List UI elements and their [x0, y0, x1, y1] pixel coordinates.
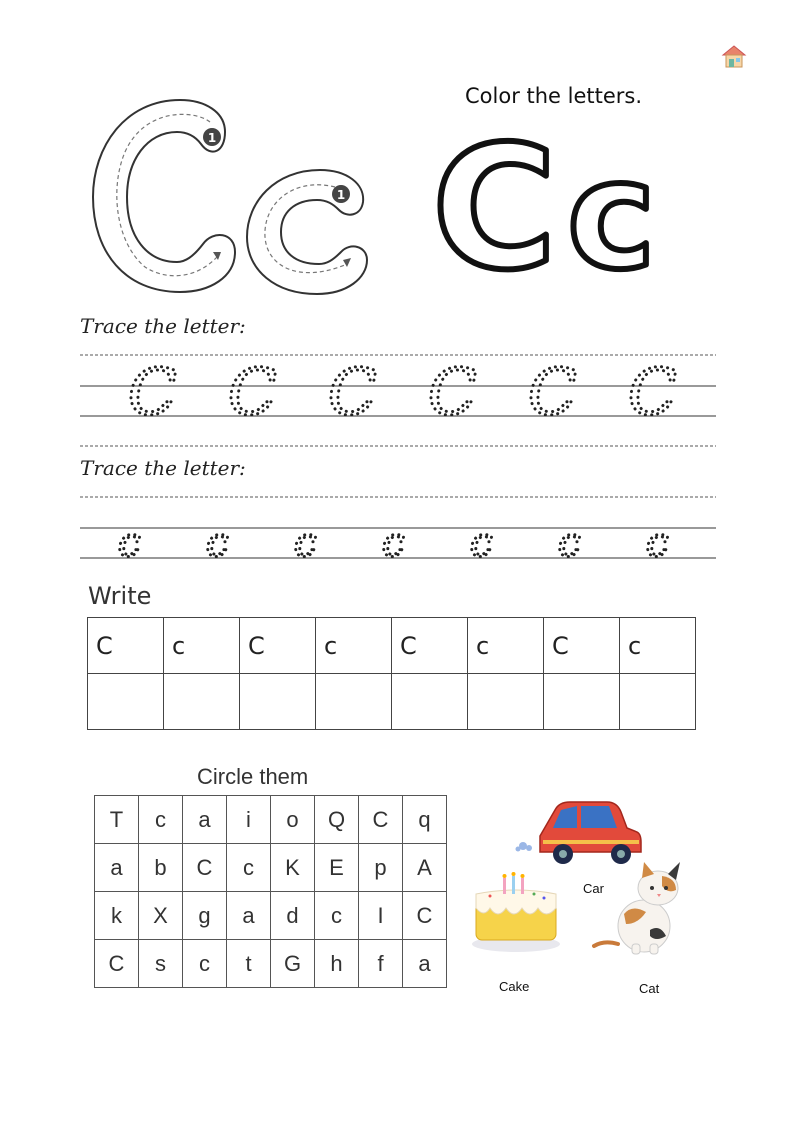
write-grid [87, 617, 696, 730]
letter-grid-cell[interactable]: C [183, 844, 227, 892]
write-blank-cell[interactable] [544, 674, 620, 730]
letter-grid-cell[interactable]: C [359, 796, 403, 844]
stroke-number-1: 1 [207, 131, 217, 145]
trace-lower-letter-1: c [206, 520, 229, 562]
letter-grid-row [95, 892, 447, 940]
write-cell: c [620, 618, 696, 674]
write-title: Write [88, 582, 152, 610]
letter-grid-cell[interactable]: A [403, 844, 447, 892]
letter-grid-row [95, 796, 447, 844]
write-row-blank [88, 674, 696, 730]
car-icon [515, 796, 645, 866]
letter-grid-cell[interactable]: q [403, 796, 447, 844]
trace-lower-letter-2: c [294, 520, 317, 562]
circle-letter-grid [94, 795, 447, 988]
letter-grid-cell[interactable]: c [183, 940, 227, 988]
write-cell: C [240, 618, 316, 674]
write-cell: C [544, 618, 620, 674]
write-cell: C [392, 618, 468, 674]
trace-lower-letter-5: c [558, 520, 581, 562]
letter-grid-cell[interactable]: b [139, 844, 183, 892]
big-outline-letters [85, 92, 385, 302]
trace-upper-letter-5: C [628, 356, 677, 430]
cake-icon [470, 872, 562, 954]
letter-grid-cell[interactable]: a [183, 796, 227, 844]
write-cell: c [468, 618, 544, 674]
write-row-example [88, 618, 696, 674]
trace-lower-letter-4: c [470, 520, 493, 562]
letter-grid-cell[interactable]: E [315, 844, 359, 892]
trace-upper-letter-1: C [228, 356, 277, 430]
letter-grid-cell[interactable]: T [95, 796, 139, 844]
trace-lower-letter-6: c [646, 520, 669, 562]
letter-grid-row [95, 844, 447, 892]
write-blank-cell[interactable] [392, 674, 468, 730]
letter-grid-cell[interactable]: d [271, 892, 315, 940]
letter-grid-cell[interactable]: s [139, 940, 183, 988]
letter-grid-cell[interactable]: a [227, 892, 271, 940]
circle-them-title: Circle them [197, 764, 309, 789]
trace-title-upper: Trace the letter: [80, 314, 246, 338]
letter-grid-cell[interactable]: C [95, 940, 139, 988]
cat-label: Cat [639, 981, 660, 996]
bubble-upper-c: C [432, 125, 557, 290]
trace-title-lower: Trace the letter: [80, 456, 246, 480]
write-blank-cell[interactable] [316, 674, 392, 730]
letter-grid-cell[interactable]: f [359, 940, 403, 988]
car-label: Car [583, 881, 604, 896]
write-cell: c [316, 618, 392, 674]
write-cell: C [88, 618, 164, 674]
letter-grid-cell[interactable]: c [315, 892, 359, 940]
house-icon [720, 42, 748, 70]
trace-upper-letter-2: C [328, 356, 377, 430]
write-cell: c [164, 618, 240, 674]
letter-grid-cell[interactable]: K [271, 844, 315, 892]
letter-grid-cell[interactable]: h [315, 940, 359, 988]
write-blank-cell[interactable] [468, 674, 544, 730]
trace-lower-letter-3: c [382, 520, 405, 562]
trace-upper-letter-0: C [128, 356, 177, 430]
letter-grid-cell[interactable]: o [271, 796, 315, 844]
trace-upper-letter-3: C [428, 356, 477, 430]
letter-grid-cell[interactable]: c [139, 796, 183, 844]
letter-grid-cell[interactable]: a [95, 844, 139, 892]
letter-grid-cell[interactable]: G [271, 940, 315, 988]
letter-grid-cell[interactable]: X [139, 892, 183, 940]
color-letters-title: Color the letters. [465, 84, 643, 108]
letter-grid-cell[interactable]: I [359, 892, 403, 940]
cake-label: Cake [499, 979, 530, 994]
letter-grid-cell[interactable]: C [403, 892, 447, 940]
letter-grid-cell[interactable]: k [95, 892, 139, 940]
color-bubble-letters [432, 125, 692, 290]
trace-upper-letter-4: C [528, 356, 577, 430]
bubble-lower-c: c [567, 129, 656, 290]
write-blank-cell[interactable] [620, 674, 696, 730]
letter-grid-cell[interactable]: c [227, 844, 271, 892]
letter-grid-row [95, 940, 447, 988]
write-blank-cell[interactable] [240, 674, 316, 730]
letter-grid-cell[interactable]: Q [315, 796, 359, 844]
letter-grid-cell[interactable]: a [403, 940, 447, 988]
letter-grid-cell[interactable]: t [227, 940, 271, 988]
svg-text:1: 1 [336, 188, 346, 202]
cat-icon [590, 858, 690, 958]
letter-grid-cell[interactable]: g [183, 892, 227, 940]
trace-lower-letter-0: c [118, 520, 141, 562]
write-blank-cell[interactable] [88, 674, 164, 730]
write-blank-cell[interactable] [164, 674, 240, 730]
letter-grid-cell[interactable]: p [359, 844, 403, 892]
letter-grid-cell[interactable]: i [227, 796, 271, 844]
trace-lines-lower [80, 492, 716, 562]
trace-lines-upper [80, 350, 716, 450]
